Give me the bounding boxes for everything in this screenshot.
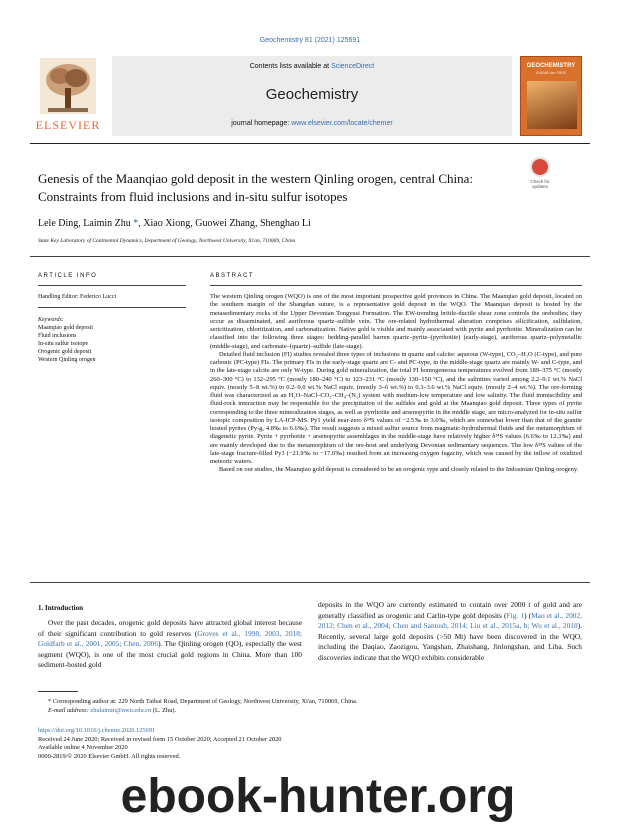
- author-1: Lele Ding: [38, 218, 79, 229]
- abstract-end-rule: [30, 582, 590, 583]
- keyword: Fluid inclusions: [38, 333, 77, 339]
- badge-line1: Check for: [530, 179, 550, 184]
- article-info-label: ARTICLE INFO: [38, 273, 98, 279]
- keywords-title: Keywords:: [38, 317, 64, 323]
- keyword: Western Qinling orogen: [38, 357, 96, 363]
- keyword: In-situ sulfur isotope: [38, 341, 88, 347]
- email-label: E-mail address:: [48, 707, 91, 714]
- keyword: Orogenic gold deposit: [38, 349, 92, 355]
- author-5: Shenghao Li: [259, 218, 311, 229]
- elsevier-tree-icon: [40, 58, 96, 114]
- handling-editor: Handling Editor: Federico Lucci: [38, 294, 117, 300]
- journal-masthead: [30, 56, 582, 138]
- author-4: Guowei Zhang: [195, 218, 255, 229]
- intro-text: ). Recently, several large gold deposits (>50 Mt) have been discovered in the WQO, including the Daqiao, Zaozigou, Yangshan, Zhaishang, Jinlongshan, and Liba. Such discoveries indicate that the WQO exhibits considerable: [318, 621, 582, 662]
- sciencedirect-link[interactable]: ScienceDirect: [331, 63, 375, 70]
- intro-text: ) (: [524, 610, 532, 620]
- journal-name: Geochemistry: [265, 86, 359, 103]
- corresponding-footnote: [48, 697, 568, 715]
- footnote-rule: [38, 691, 78, 692]
- homepage-prefix: journal homepage:: [231, 120, 292, 127]
- badge-line2: updates: [531, 184, 548, 189]
- abstract-paragraph-3: Based on our studies, the Maanqiao gold deposit is considered to be an orogenic type and closely related to the Indosinian Qinling orogeny.: [219, 466, 579, 474]
- abstract-paragraph-2: Detailed fluid inclusion (FI) studies revealed three types of inclusions in quartz and calcite: aqueous (W-type), CO₂–H₂O (C-type), and pure carbonic (PC-type) FIs. The primary FIs in the early-stage quartz are C- and PC-type, in the middle-stage quartz are mainly W- and C-type, and in the late-stage calcite are only W-type. During gold mineralization, the total FI homogeneous temperatures evolved from 189–375 °C (mostly 260–300 °C) to 132–295 °C (mostly 180–240 °C) to 123–231 °C (mostly 130–150 °C), and the salinities varied among 2.2–9.1 wt.% NaCl equiv. (mostly 5–8 wt.%) to 0.2–9.0 wt.% NaCl equiv. (mostly 3–6 wt.%) to 0.3–3.6 wt.% NaCl equiv. (mostly 2–4 wt.%). The ore-forming fluid was characterized as an H₂O–NaCl–CO₂–CH₄–(N₂) system with medium-low temperature and low salinity. The fluid immiscibility and fluid-rock interaction may be responsible for the precipitation of the sulfides and gold at the Maanqiao gold deposit. Three types of pyrite corresponding to the three mineralization stages, as well as pyrrhotite and arsenopyrite in the middle stage, are micro-analyzed for in-situ sulfur isotopic composition by LA-ICP-MS. Py1 yield near-zero δ³⁴S values of −2.5‰ to 3.0‰, which are somewhat lower than that of the granite hosted pyrites (Py-g, 4.8‰ to 6.6‰). The result suggests a mixed sulfur source from magmatic-hydrothermal fluids and the metamorphism of diagenetic pyrite. Pyrite + pyrrhotite + arsenopyrite assemblages in the middle-stage have relatively higher δ³⁴S values (6.6‰ to 12.3‰) and are mainly developed due to the metamorphism of the ore-host and underlying Devonian sedimentary sequences. The low δ³⁴S values of the late-stage fracture-filled Py3 (−21.9‰ to −17.0‰) resulted from an increasing oxygen fugacity, which was caused by the inflow of oxidized meteoric waters.: [210, 350, 582, 465]
- intro-left-column: [38, 618, 302, 671]
- email-link[interactable]: zhulaimin@nwu.edu.cn: [90, 707, 152, 714]
- article-history: [38, 727, 281, 761]
- author-2: Laimin Zhu: [83, 218, 131, 229]
- check-updates-icon: [530, 157, 550, 177]
- doi-link[interactable]: https://doi.org/10.1016/j.chemer.2020.125691: [38, 727, 156, 734]
- editor-rule: [38, 307, 186, 308]
- badge-text: [523, 179, 557, 189]
- author-3: Xiao Xiong: [143, 218, 191, 229]
- homepage-link[interactable]: www.elsevier.com/locate/chemer: [291, 120, 393, 127]
- article-info-rule: [38, 285, 186, 286]
- watermark-text: ebook-hunter.org: [120, 770, 516, 823]
- homepage-line: [112, 120, 512, 127]
- contents-prefix: Contents lists available at: [249, 63, 332, 70]
- journal-reference[interactable]: Geochemistry 81 (2021) 125691: [259, 37, 361, 44]
- article-title: Genesis of the Maanqiao gold deposit in the western Qinling orogen, central China: Constraints from fluid inclusions and in-situ sulfur isotopes: [38, 171, 474, 204]
- affiliation: State Key Laboratory of Continental Dynamics, Department of Geology, Northwest University, Xi'an, 710069, China: [38, 238, 296, 244]
- publisher-name: ELSEVIER: [35, 118, 101, 132]
- abstract-text: [210, 293, 582, 475]
- figure-link[interactable]: Fig. 1: [506, 610, 525, 620]
- cover-subtitle: CHEMIE der ERDE: [535, 71, 567, 75]
- citation-link[interactable]: Mao et al., 2002, 2012; Chen et al., 2004; Chen and Santosh, 2014; Liu et al., 2015a, b; Wu et al., 2018: [318, 610, 583, 630]
- corresponding-author-mark[interactable]: *: [133, 218, 139, 229]
- masthead-band: [112, 56, 512, 136]
- email-suffix: (L. Zhu).: [151, 707, 177, 714]
- author-list: Lele Ding, Laimin Zhu *, Xiao Xiong, Guowei Zhang, Shenghao Li: [38, 218, 311, 229]
- citation-link[interactable]: Groves et al., 1998, 2003, 2018; Goldfarb et al., 2001, 2005; Chen, 2006: [38, 628, 302, 648]
- article-info: [38, 293, 186, 364]
- abstract-label: ABSTRACT: [210, 273, 255, 279]
- intro-text: deposits in the WQO are currently estimated to contain over 2000 t of gold and are generally classified as orogenic and Carlin-type gold deposits (: [318, 600, 582, 620]
- masthead-rule: [30, 143, 590, 144]
- keyword: Maanqiao gold deposit: [38, 325, 93, 331]
- intro-right-column: [318, 600, 582, 663]
- intro-text: Over the past decades, orogenic gold deposits have attracted global interest because of their significant contribution to gold reserves (: [38, 618, 302, 638]
- elsevier-logo: [30, 56, 106, 134]
- intro-text: ). The Qinling orogen (QO), especially the west segment (WQO), is one of the most crucial gold regions in China. More than 100 sediment-hosted gold: [38, 639, 302, 669]
- contents-line: [112, 63, 512, 70]
- journal-cover: [520, 56, 582, 136]
- check-for-updates-badge[interactable]: [523, 157, 557, 197]
- abstract-rule: [210, 285, 582, 286]
- email-line: [48, 706, 568, 715]
- watermark: [58, 768, 578, 824]
- affiliation-rule: [30, 256, 590, 257]
- section-heading-introduction: 1. Introduction: [38, 604, 83, 612]
- available-online: Available online 4 November 2020: [38, 744, 128, 751]
- abstract-paragraph-1: The western Qinling orogen (WQO) is one of the most important prospective gold provinces in China. The Maanqiao gold deposit, located on the southern margin of the Shangdan suture, is a representative gold deposit in the WQO. The Maanqiao deposit is hosted by the metasedimentary rocks of the Upper Devonian Tongyusi Formation. The EW-trending brittle-ductile shear zone controls the orebodies; they occur as disseminated, and auriferous quartz–sulfide vein. The ore-related hydrothermal alteration comprises silicification, sulfidation, sericitization, chloritization, and carbonatization. Native gold is visible and mainly associated with pyrite and pyrrhotite. Mineralization can be classified into the following three stages: bedding-parallel barren quartz–pyrite–(pyrrhotite) (early-stage), auriferous quartz–polymetallic (middle-stage), and carbonate–(quartz)–sulfide (late-stage).: [210, 293, 582, 350]
- cover-image: [527, 81, 577, 129]
- cover-title: GEOCHEMISTRY: [526, 63, 576, 69]
- corresponding-address: * Corresponding author at: 229 North Taibai Road, Department of Geology, Northwest University, Xi'an, 710069, China.: [48, 698, 358, 705]
- received-dates: Received 24 June 2020; Received in revised form 15 October 2020; Accepted 21 October 2020: [38, 735, 282, 743]
- copyright: 0009-2819/© 2020 Elsevier GmbH. All rights reserved.: [38, 752, 181, 760]
